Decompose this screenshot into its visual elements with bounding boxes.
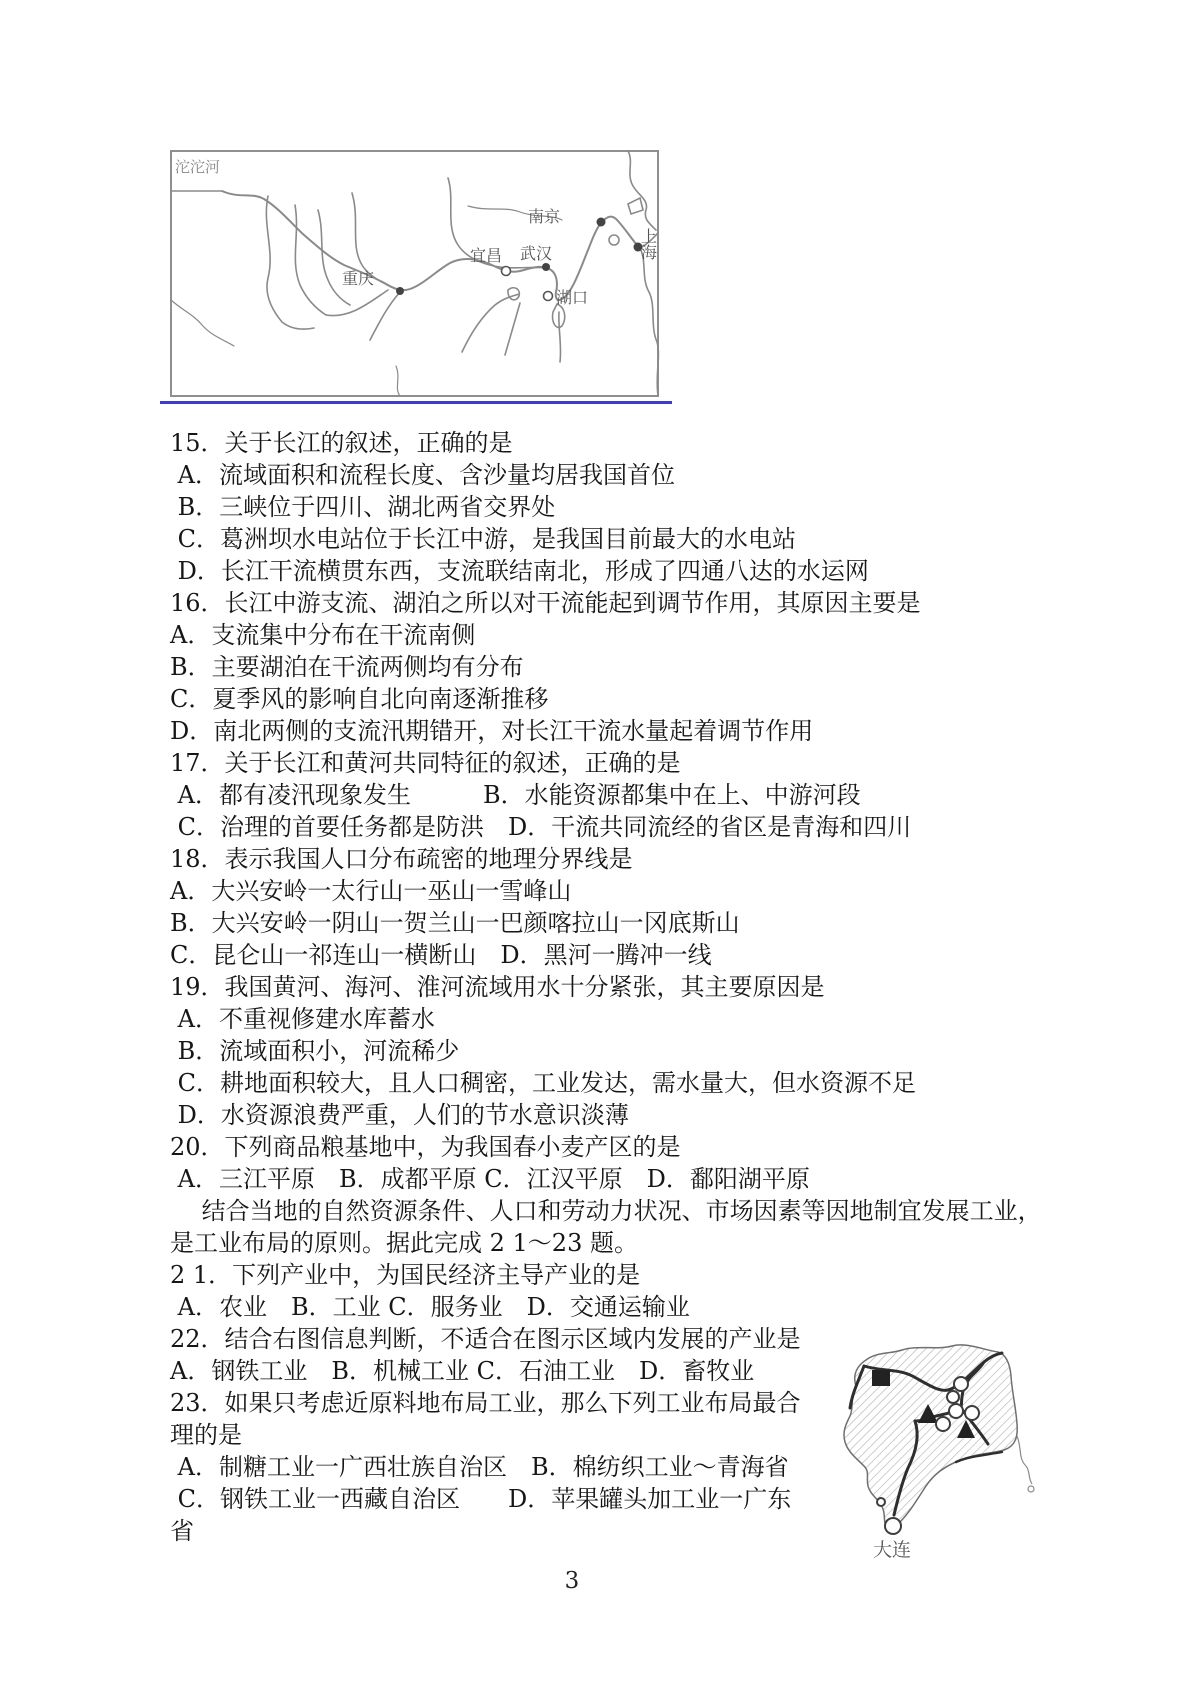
text-line: A．钢铁工业 B．机械工业 C．石油工业 D．畜牧业 — [170, 1357, 755, 1385]
islet — [1028, 1486, 1034, 1492]
nanjing-dot — [597, 218, 606, 227]
page-number: 3 — [564, 1568, 580, 1594]
text-line: B．大兴安岭一阴山一贺兰山一巴颜喀拉山一冈底斯山 — [170, 909, 740, 937]
text-line: C．钢铁工业一西藏自治区 D．苹果罐头加工业一广东 — [170, 1485, 792, 1513]
yangtze-river-map — [168, 148, 662, 400]
hukou-circle — [544, 292, 553, 301]
text-line: C．葛洲坝水电站位于长江中游，是我国目前最大的水电站 — [170, 525, 796, 553]
text-line: D．长江干流横贯东西，支流联结南北，形成了四通八达的水运网 — [170, 557, 869, 585]
text-line: A．都有凌汛现象发生 B．水能资源都集中在上、中游河段 — [170, 781, 861, 809]
text-line: C．治理的首要任务都是防洪 D．干流共同流经的省区是青海和四川 — [170, 813, 912, 841]
hukou-label: 湖口 — [556, 288, 589, 307]
text-line: B．流域面积小，河流稀少 — [170, 1037, 460, 1065]
figure-underline — [160, 401, 672, 404]
shanghai-label: 上海 — [638, 228, 658, 260]
yichang-label: 宜昌 — [470, 246, 503, 265]
wuhan-dot — [542, 263, 550, 271]
text-line: A．三江平原 B．成都平原 C．江汉平原 D．鄱阳湖平原 — [170, 1165, 810, 1193]
text-line: A．大兴安岭一太行山一巫山一雪峰山 — [170, 877, 572, 905]
text-line: C．昆仑山一祁连山一横断山 D．黑河一腾冲一线 — [170, 941, 712, 969]
wuhan-label: 武汉 — [520, 244, 553, 263]
yichang-circle — [502, 267, 511, 276]
dalian-label: 大连 — [873, 1539, 912, 1561]
text-line: D．南北两侧的支流汛期错开，对长江干流水量起着调节作用 — [170, 717, 814, 745]
text-line: 结合当地的自然资源条件、人口和劳动力状况、市场因素等因地制宜发展工业， — [170, 1197, 1042, 1225]
liaodong-industry-map — [820, 1338, 1045, 1568]
text-line: 是工业布局的原则。据此完成 2 1～23 题。 — [170, 1229, 638, 1257]
text-line: A．流域面积和流程长度、含沙量均居我国首位 — [170, 461, 675, 489]
text-line: 17．关于长江和黄河共同特征的叙述，正确的是 — [170, 749, 681, 777]
coastal-river — [1017, 1436, 1032, 1484]
text-line: 20．下列商品粮基地中，为我国春小麦产区的是 — [170, 1133, 681, 1161]
text-line: 22．结合右图信息判断，不适合在图示区域内发展的产业是 — [170, 1325, 801, 1353]
text-line: B．主要湖泊在干流两侧均有分布 — [170, 653, 524, 681]
text-line: 2 1．下列产业中，为国民经济主导产业的是 — [170, 1261, 641, 1289]
text-line: 23．如果只考虑近原料地布局工业，那么下列工业布局最合 — [170, 1389, 801, 1417]
text-line: 省 — [170, 1517, 194, 1545]
coal-square-symbol — [872, 1370, 890, 1386]
text-line: A．农业 B．工业 C．服务业 D．交通运输业 — [170, 1293, 690, 1321]
text-line: A．制糖工业一广西壮族自治区 B．棉纺织工业～青海省 — [170, 1453, 789, 1481]
text-line: 理的是 — [170, 1421, 242, 1449]
text-line: 19．我国黄河、海河、淮河流域用水十分紧张，其主要原因是 — [170, 973, 825, 1001]
text-line: A．支流集中分布在干流南侧 — [170, 621, 476, 649]
map-border — [171, 151, 658, 396]
text-line: A．不重视修建水库蓄水 — [170, 1005, 435, 1033]
text-line: 16．长江中游支流、湖泊之所以对干流能起到调节作用，其原因主要是 — [170, 589, 921, 617]
tuotuo-river-label: 沱沱河 — [175, 158, 221, 176]
text-line: C．耕地面积较大，且人口稠密，工业发达，需水量大，但水资源不足 — [170, 1069, 916, 1097]
text-line: 15．关于长江的叙述，正确的是 — [170, 429, 513, 457]
landmass — [844, 1345, 1017, 1530]
dalian-circle — [885, 1518, 901, 1534]
text-line: 18．表示我国人口分布疏密的地理分界线是 — [170, 845, 633, 873]
chongqing-dot — [396, 287, 404, 295]
chongqing-label: 重庆 — [341, 269, 374, 288]
text-line: D．水资源浪费严重，人们的节水意识淡薄 — [170, 1101, 629, 1129]
text-line: C．夏季风的影响自北向南逐渐推移 — [170, 685, 549, 713]
nanjing-label: 南京 — [527, 207, 560, 226]
text-line: B．三峡位于四川、湖北两省交界处 — [170, 493, 556, 521]
